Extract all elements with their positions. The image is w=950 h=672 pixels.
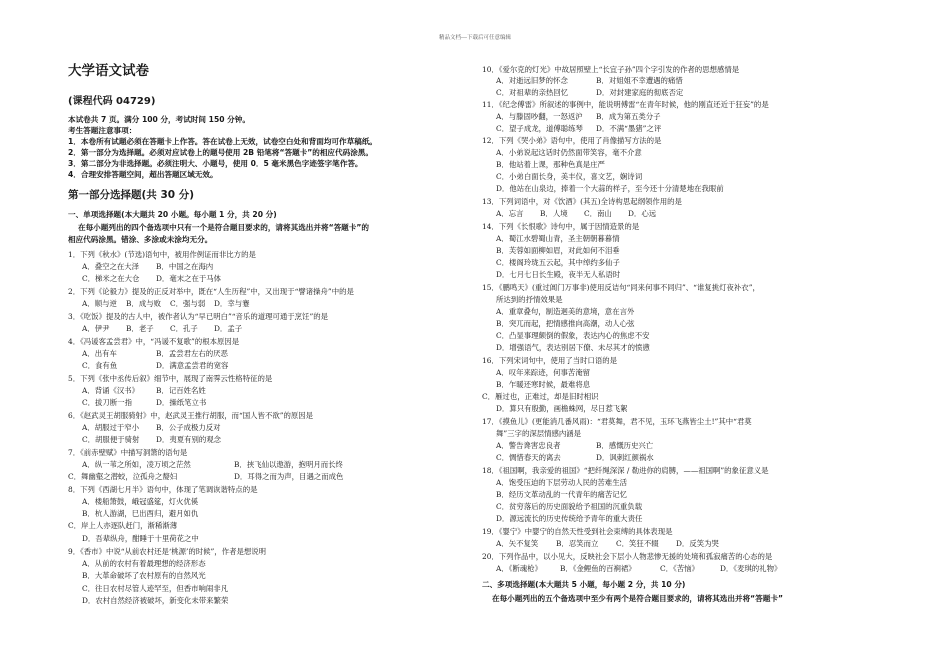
option-c: C．《苦恼》 [660, 564, 699, 573]
question-2-options [68, 299, 250, 309]
option-d: D．《麦琪的礼物》 [720, 564, 782, 573]
question-15-option-b: B．突兀而起，把情感推向高潮，动人心弦 [496, 319, 635, 328]
option-c: C．拔刀断一指 [82, 398, 132, 407]
question-8-option-d: D．吾辈纵舟，酣睡于十里荷花之中 [82, 534, 199, 543]
option-d: D．反笑为哭 [676, 539, 719, 548]
question-14-option-b: B．芙蓉如面柳如眉，对此如何不泪垂 [496, 246, 620, 255]
question-12: 12．下列《哭小弟》语句中，使用了肖像描写方法的是 [482, 136, 662, 145]
question-5-options-row1 [68, 386, 206, 396]
option-c: C．南山 [584, 209, 612, 218]
question-16-option-b: B．乍暖还寒时候，最难将息 [496, 380, 591, 389]
option-a: A．叠空之在大泽 [82, 262, 140, 271]
question-14: 14．下列《长恨歌》诗句中，属于因情造景的是 [482, 222, 640, 231]
section1-instructions-2: 相应代码涂黑。错涂、多涂或未涂均无分。 [68, 235, 213, 244]
question-13: 13．下列词语中，对《饮酒》(其五)全诗构思起纲领作用的是 [482, 197, 682, 206]
question-15-cont: 所达到的抒情效果是 [496, 295, 563, 304]
section2-heading: 二、多项选择题(本大题共 5 小题，每小题 2 分，共 10 分) [482, 580, 686, 589]
question-12-option-c: C．小弟白面长身，美丰仪，喜文艺，娴诗词 [496, 172, 643, 181]
option-c: C．食有鱼 [82, 361, 118, 370]
question-12-option-a: A．小弟说起这话时仍然面带笑容，毫不介意 [496, 148, 642, 157]
option-c: C．笑狂不辍 [616, 539, 659, 548]
question-11: 11．《纪念傅雷》所叙述的事例中，能说明傅雷“在青年时候，他的刚直还近于狂妄”的是 [482, 100, 769, 109]
question-8-option-b: B．杭人游湖，巳出酉归，避月如仇 [82, 509, 199, 518]
option-d: D．夷夏有别的观念 [156, 435, 222, 444]
question-10-options-row1 [482, 76, 683, 86]
option-c: C．舞幽壑之潜蛟，泣孤舟之嫠妇 [68, 472, 178, 481]
option-b: B．对姐姐不幸遭遇的痛惜 [596, 76, 683, 85]
question-6-options-row2 [68, 435, 221, 445]
question-15-option-d: D．增强语气，表达别居下僚、未尽其才的愤懑 [496, 343, 650, 352]
option-b: B．记百姓名姓 [156, 386, 206, 395]
section2-instructions: 在每小题列出的五个备选项中至少有两个是符合题目要求的，请将其选出并将“答题卡” [492, 594, 783, 603]
question-3: 3．《吃饭》提及的古人中，被作者认为“早已明白”“音乐的道理可通于烹饪”的是 [68, 312, 329, 321]
question-4-options-row1 [68, 349, 228, 359]
note-1: 1．本卷所有试题必须在答题卡上作答。答在试卷上无效，试卷空白处和背面均可作草稿纸。 [68, 137, 378, 146]
question-18-option-d: D．源远流长的历史传统给予青年的重大责任 [496, 514, 643, 523]
option-a: A．伊尹 [82, 324, 110, 333]
question-9-option-b: B．大革命破坏了农村原有的自然风光 [82, 571, 206, 580]
option-b: B．感慨历史兴亡 [596, 441, 654, 450]
exam-info: 本试卷共 7 页。满分 100 分，考试时间 150 分钟。 [68, 115, 250, 124]
section1-heading: 一、单项选择题(本大题共 20 小题。每小题 1 分，共 20 分) [68, 210, 277, 219]
question-4-options-row2 [68, 361, 228, 371]
question-4: 4．《冯谖客孟尝君》中，“冯谖不复歌”的根本原因是 [68, 337, 240, 346]
option-a: A．《断魂枪》 [496, 564, 542, 573]
course-code: (课程代码 04729) [68, 96, 156, 107]
question-18: 18．《祖国啊，我亲爱的祖国》“把纤绳深深 / 勒进你的肩膊，——祖国啊”的象征意义是 [482, 466, 769, 475]
question-11-options-row2 [482, 124, 661, 134]
option-d: D．幸与蹇 [214, 299, 250, 308]
note-2: 2．第一部分为选择题。必须对应试卷上的题号使用 2B 铅笔将“答题卡”的相应代码涂黑。 [68, 148, 373, 157]
note-4: 4．合理安排答题空间，超出答题区域无效。 [68, 170, 218, 179]
note-3: 3．第二部分为非选择题。必须注明大、小题号，使用 0．5 毫米黑色字迹签字笔作答。 [68, 159, 363, 168]
question-5-options-row2 [68, 398, 206, 408]
question-1-options-row2 [68, 274, 221, 284]
option-d: D．心远 [628, 209, 657, 218]
question-2: 2．下列《论毅力》提及的正反对举中，既在“人生历程”中，又出现于“譬诸操舟”中的是 [68, 287, 354, 296]
option-a: A．矢不复笑 [496, 539, 539, 548]
option-c: C．对祖辈的亲热回忆 [496, 88, 569, 97]
question-14-option-a: A．蜀江水碧蜀山青，圣主朝朝暮暮情 [496, 234, 620, 243]
question-12-option-b: B．他站着上课，那种色真是庄严 [496, 160, 605, 169]
option-b: B．老子 [126, 324, 154, 333]
option-d: D．讽刺红颜祸水 [596, 453, 654, 462]
question-1-options-row1 [68, 262, 213, 272]
page-header: 精品文档---下载后可任意编辑 [439, 35, 511, 41]
question-13-options [482, 209, 656, 219]
question-18-option-c: C．贫穷落后的历史面貌给予祖国的沉重负载 [496, 502, 643, 511]
option-b: B．中国之在海内 [156, 262, 214, 271]
option-a: A．对逝远旧梦的怀念 [496, 76, 568, 85]
question-16-option-c: C．雁过也，正难过，却是旧时相识 [482, 392, 599, 401]
question-10-options-row2 [482, 88, 683, 98]
question-14-option-c: C．楼阁玲珑五云起，其中绰约多仙子 [496, 258, 620, 267]
part1-heading: 第一部分选择题(共 30 分) [68, 189, 195, 201]
question-5: 5．下列《张中丞传后叙》细节中，展现了南霁云性格特征的是 [68, 374, 273, 383]
question-9-option-d: D．农村自然经济被破坏，新变化未带来繁荣 [82, 596, 229, 605]
option-c: C．孔子 [170, 324, 198, 333]
option-a: A．警告谗害忠良者 [496, 441, 561, 450]
question-17-options-row1 [482, 441, 653, 451]
question-20-options [482, 564, 781, 574]
question-9: 9．《香市》中说“从前农村还是‘桃源’的时候”，作者是想说明 [68, 547, 267, 556]
question-7: 7．《前赤壁赋》中描写洞箫的语句是 [68, 448, 188, 457]
question-16: 16．下列宋词句中，使用了当时口语的是 [482, 356, 618, 365]
option-d: D．对封建家庭的彻底否定 [596, 88, 684, 97]
question-16-option-d: D．算只有殷勤，画檐蛛网，尽日惹飞絮 [496, 404, 628, 413]
question-8-option-a: A．楼船箫鼓，峨冠盛筵，灯火优傒 [82, 497, 199, 506]
option-a: A．顺与逆 [82, 299, 117, 308]
question-17: 17．《摸鱼儿》(更能消几番风雨)：“君莫舞，君不见，玉环飞燕皆尘土!”其中“君莫 [482, 417, 752, 426]
question-7-options-row2 [68, 472, 343, 482]
option-d: D．操纸笔立书 [156, 398, 207, 407]
option-c: C．惆惜春天的离去 [496, 453, 561, 462]
option-d: D．满意孟尝君的宽容 [156, 361, 229, 370]
option-c: C．强与弱 [170, 299, 206, 308]
option-d: D．孟子 [214, 324, 243, 333]
question-19: 19．《婴宁》中婴宁的自然天性受到社会束缚的具体表现是 [482, 527, 673, 536]
question-15: 15．《鹏鸣天》(重过阊门万事非)使用反诘句“同来何事不同归”、“谁复挑灯夜补衣”， [482, 283, 760, 292]
option-b: B．人境 [540, 209, 568, 218]
option-a: A．出有车 [82, 349, 117, 358]
option-a: A．纵一苇之所如，凌万顷之茫然 [82, 460, 191, 469]
question-6: 6．《赵武灵王胡服骑射》中，赵武灵王推行胡服，而“国人皆不欲”的原因是 [68, 411, 314, 420]
option-a: A．背诵《汉书》 [82, 386, 140, 395]
question-16-option-a: A．叹年来踪迹，何事苦淹留 [496, 368, 591, 377]
question-20: 20．下列作品中，以小见大，反映社会下层小人物悲惨无援的处境和孤寂痛苦的心态的是 [482, 552, 773, 561]
option-d: D．毫末之在于马体 [156, 274, 222, 283]
question-11-options-row1 [482, 112, 661, 122]
question-18-option-b: B．经历文革动乱的一代青年的痛苦记忆 [496, 490, 628, 499]
option-b: B．公子成极力反对 [156, 423, 221, 432]
option-b: B．成与败 [126, 299, 161, 308]
option-c: C．梯米之在大仓 [82, 274, 140, 283]
option-a: A．与滕固吵翻，一怒返沪 [496, 112, 583, 121]
question-15-option-c: C．凸显事理颇倒的假象，表达内心的焦虑不安 [496, 331, 650, 340]
question-19-options [482, 539, 719, 549]
question-14-option-d: D．七月七日长生殿，夜半无人私语时 [496, 270, 621, 279]
question-7-options-row1 [68, 460, 343, 470]
question-10: 10．《爱尔克的灯光》中故居照壁上“长宜子孙”四个字引发的作者的思想感情是 [482, 65, 740, 74]
question-3-options [68, 324, 242, 334]
question-6-options-row1 [68, 423, 221, 433]
question-8: 8．下列《西湖七月半》语句中，体现了笔调诙谐特点的是 [68, 485, 258, 494]
question-12-option-d: D．他站在山泉边，捧着一个大蒜的样子，至今还十分清楚地在我眼前 [496, 184, 724, 193]
option-b: B．孟尝君左右的厌恶 [156, 349, 228, 358]
option-b: B．忍笑而立 [556, 539, 599, 548]
question-17-options-row2 [482, 453, 654, 463]
option-c: C．望子成龙，道傅聪练琴 [496, 124, 583, 133]
option-b: B．《金鲤鱼的百裥裙》 [560, 564, 636, 573]
question-8-option-c: C．岸上人亦逐队赶门，渐稀渐薄 [68, 521, 178, 530]
question-18-option-a: A．饱受压迫的下层劳动人民的苦难生活 [496, 478, 627, 487]
question-1: 1．下列《秋水》(节选)语句中，被用作例证而非比方的是 [68, 250, 256, 259]
option-b: B．挟飞仙以遨游，抱明月而长终 [234, 460, 343, 469]
option-a: A．忘言 [496, 209, 524, 218]
exam-title: 大学语文试卷 [68, 63, 149, 79]
option-d: D．耳得之而为声，目遇之而成色 [234, 472, 344, 481]
notes-heading: 考生答题注意事项： [68, 126, 137, 135]
option-d: D．不满“墨猪”之评 [596, 124, 662, 133]
option-c: C．胡服便于骑射 [82, 435, 140, 444]
option-b: B．成为第五类分子 [596, 112, 661, 121]
question-17-cont: 舞”三字的深层情感内涵是 [496, 429, 582, 438]
question-9-option-a: A．从前的农村有着最理想的经济形态 [82, 559, 206, 568]
question-9-option-c: C．往日农村尽管人迹罕至，但香市响闹非凡 [82, 584, 229, 593]
option-a: A．胡服过于窄小 [82, 423, 140, 432]
question-15-option-a: A．重章叠句，制造迴美的意境，意在言外 [496, 307, 635, 316]
section1-instructions: 在每小题列出的四个备选项中只有一个是符合题目要求的，请将其选出并将“答题卡”的 [78, 223, 369, 232]
